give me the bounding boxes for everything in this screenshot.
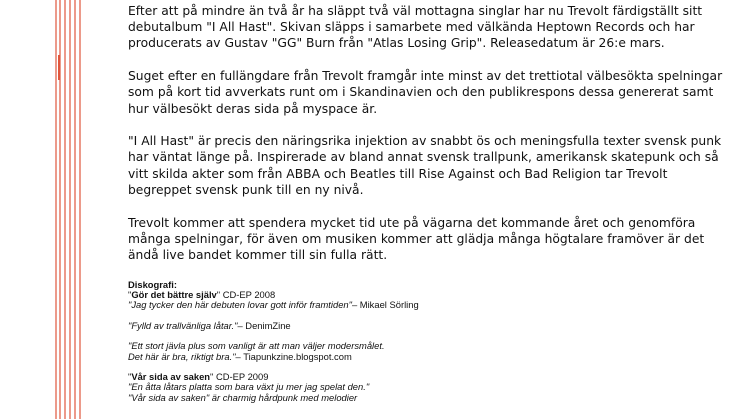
review-line bbox=[128, 300, 728, 310]
review-quote: "Jag tycker den här debuten lovar gott inför framtiden" bbox=[128, 299, 352, 311]
release-format: " CD-EP 2009 bbox=[210, 371, 269, 383]
paragraph-album-description: "I All Hast" är precis den näringsrika injektion av snabbt ös och meningsfulla texter svensk punk har väntat länge på. Inspirerade av bland annat svensk trallpunk, amerikansk skatepunk och så vitt skilda akter som från ABBA och Beatles till Rise Against och Bad Religion tar Trevolt begreppet svensk punk till en ny nivå. bbox=[128, 134, 722, 197]
release-format: " CD-EP 2008 bbox=[216, 289, 276, 301]
review-quote: "Vår sida av saken" är charmig hårdpunk med melodier bbox=[128, 391, 358, 403]
review-source: – Mikael Sörling bbox=[351, 299, 419, 311]
review-line bbox=[128, 352, 728, 362]
paragraph-touring: Trevolt kommer att spendera mycket tid ute på vägarna det kommande året och genomföra många spelningar, för även om musiken kommer att glädja många högtalare framöver är det ändå live bandet kommer till sin fulla rätt. bbox=[128, 215, 705, 262]
release-title: Gör det bättre själv bbox=[131, 289, 217, 301]
review-line bbox=[128, 321, 728, 331]
press-release-body bbox=[128, 3, 728, 403]
review-quote: "En åtta låtars platta som bara växt ju mer jag spelat den." bbox=[128, 381, 370, 393]
discography-heading: Diskografi: bbox=[128, 278, 177, 290]
review-quote: "Fylld av trallvänliga låtar." bbox=[128, 319, 238, 331]
review-quote-continued: Det här är bra, riktigt bra." bbox=[128, 350, 236, 362]
review-quote: "Ett stort jävla plus som vanligt är att man väljer modersmålet. bbox=[128, 340, 385, 352]
review-source: – DenimZine bbox=[237, 319, 291, 331]
page-margin-lines bbox=[0, 0, 100, 419]
discography-section bbox=[128, 280, 728, 404]
review-line bbox=[128, 393, 728, 403]
release-open-quote: " bbox=[128, 371, 132, 383]
release-title: Vår sida av saken bbox=[131, 371, 211, 383]
review-source: – Tiapunkzine.blogspot.com bbox=[235, 350, 352, 362]
release-open-quote: " bbox=[128, 289, 132, 301]
paragraph-release-info: Efter att på mindre än två år ha släppt två väl mottagna singlar har nu Trevolt färdigställt sitt debutalbum "I All Hast". Skivan släpps i samarbete med välkända Heptown Records och har producerats av Gustav "GG" Burn från "Atlas Losing Grip". Releasedatum är 26:e mars. bbox=[128, 4, 703, 51]
paragraph-demand: Suget efter en fullängdare från Trevolt framgår inte minst av det trettiotal välbesökta spelningar som på kort tid avverkats runt om i Skandinavien och den publikrespons dessa genererat samt hur välbesökt deras sida på myspace är. bbox=[128, 69, 723, 116]
